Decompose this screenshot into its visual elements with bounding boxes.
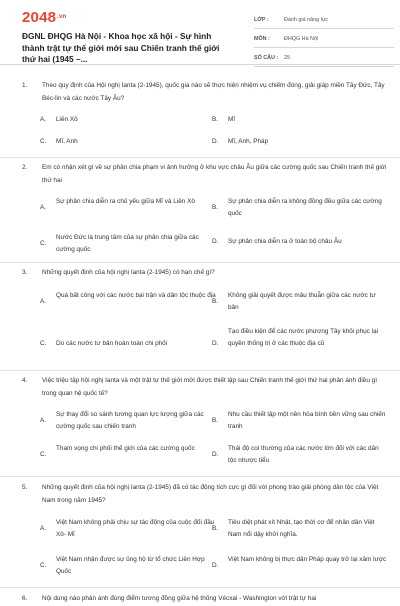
site-logo[interactable] bbox=[22, 9, 66, 26]
info-value: 25 bbox=[284, 55, 290, 61]
option-letter: B. bbox=[212, 298, 219, 305]
document-title: ĐGNL ĐHQG Hà Nội - Khoa học xã hội - Sự hình thành trật tự thế giới mới sau Chiến tranh thế giới thứ hai (1945 –... bbox=[22, 31, 220, 64]
option-letter: D. bbox=[212, 562, 219, 569]
question-divider bbox=[0, 370, 400, 371]
question-text: Em có nhận xét gì về sự phân chia phạm vi ảnh hưởng ở khu vực châu Âu giữa các cường quốc sau Chiến tranh thế giới thứ hai bbox=[42, 164, 387, 184]
question-number: 4. bbox=[22, 377, 28, 384]
option-letter: D. bbox=[212, 340, 219, 347]
option-letter: B. bbox=[212, 417, 219, 424]
option-text: Không giải quyết được mâu thuẫn giữa các nước tư bản bbox=[228, 292, 376, 311]
option-text: Việt Nam nhận được sự ủng hộ từ tổ chức Liên Hợp Quốc bbox=[56, 556, 205, 575]
info-row-class bbox=[254, 11, 394, 29]
option-letter: A. bbox=[40, 298, 47, 305]
option-letter: C. bbox=[40, 340, 47, 347]
question-number: 3. bbox=[22, 269, 28, 276]
question-number: 5. bbox=[22, 484, 28, 491]
option-text: Sự thay đổi so sánh tương quan lực lượng giữa các cường quốc sau chiến tranh bbox=[56, 411, 204, 430]
info-key: SỐ CÂU : bbox=[254, 55, 279, 61]
option-text: Nhu cầu thiết lập một nền hòa bình bền vững sau chiến tranh bbox=[228, 411, 386, 430]
page-header bbox=[0, 0, 400, 65]
info-key: MÔN : bbox=[254, 36, 270, 42]
document-info bbox=[254, 11, 394, 68]
option-text: Thái độ coi thường của các nước lớn đối với các dân tộc nhược tiểu bbox=[228, 445, 379, 464]
option-text: Tiêu diệt phát xít Nhật, tạo thời cơ để nhân dân Việt Nam nổi dậy khởi nghĩa. bbox=[228, 519, 375, 538]
option-text: Quá bất công với các nước bại trận và dân tộc thuộc địa bbox=[56, 292, 216, 299]
option-letter: C. bbox=[40, 451, 47, 458]
option-text: Sự phân chia diễn ra ở toàn bộ châu Âu bbox=[228, 238, 342, 245]
info-row-count bbox=[254, 49, 394, 67]
option-text: Việt Nam không bị thực dân Pháp quay trở lại xâm lược bbox=[228, 556, 387, 563]
option-letter: D. bbox=[212, 238, 219, 245]
option-letter: A. bbox=[40, 116, 47, 123]
option-letter: C. bbox=[40, 562, 47, 569]
question-divider bbox=[0, 587, 400, 588]
option-text: Liên Xô bbox=[56, 116, 78, 123]
option-letter: C. bbox=[40, 138, 47, 145]
option-letter: B. bbox=[212, 204, 219, 211]
option-text: Mĩ, Anh, Pháp bbox=[228, 138, 269, 145]
info-row-subject bbox=[254, 30, 394, 48]
logo-suffix: .vn bbox=[57, 14, 67, 20]
option-letter: A. bbox=[40, 525, 47, 532]
option-text: Tạo điều kiện để các nước phương Tây khôi phục lại quyền thống trị ở các thuộc địa cũ bbox=[228, 328, 379, 347]
option-text: Việt Nam không phải chịu sự tác động của cuộc đối đầu Xô- Mĩ bbox=[56, 519, 215, 538]
question-divider bbox=[0, 262, 400, 263]
option-letter: D. bbox=[212, 138, 219, 145]
info-value: ĐHQG Hà Nội bbox=[284, 36, 319, 42]
option-letter: A. bbox=[40, 417, 47, 424]
question-number: 6. bbox=[22, 595, 28, 602]
question-divider bbox=[0, 476, 400, 477]
option-letter: A. bbox=[40, 204, 47, 211]
question-text: Theo quy định của Hội nghị Ianta (2-1945), quốc gia nào sẽ thực hiện nhiệm vụ chiếm đóng, giải giáp miền Tây Đức, Tây Béc-lin và các nước Tây Âu? bbox=[42, 82, 385, 102]
option-letter: D. bbox=[212, 451, 219, 458]
option-letter: B. bbox=[212, 116, 219, 123]
option-text: Do các nước tư bản hoàn toàn chi phối bbox=[56, 340, 168, 347]
info-value: Đánh giá năng lực bbox=[284, 17, 329, 23]
question-divider bbox=[0, 157, 400, 158]
option-letter: B. bbox=[212, 525, 219, 532]
info-key: LỚP : bbox=[254, 17, 269, 23]
option-text: Tham vọng chi phối thế giới của các cường quốc bbox=[56, 445, 195, 452]
question-number: 2. bbox=[22, 164, 28, 171]
option-text: Sự phân chia diễn ra chủ yếu giữa Mĩ và Liên Xô bbox=[56, 198, 195, 205]
question-text: Những quyết định của hội nghị Ianta (2-1945) đã có tác động tích cực gì đối với phong trào giải phóng dân tộc của Việt Nam trong năm 1945? bbox=[42, 484, 379, 504]
option-letter: C. bbox=[40, 240, 47, 247]
option-text: Nước Đức là trung tâm của sự phân chia giữa các cường quốc bbox=[56, 234, 199, 253]
question-text: Những quyết định của hội nghị Ianta (2-1945) có hạn chế gì? bbox=[42, 269, 215, 276]
question-number: 1. bbox=[22, 82, 28, 89]
question-text: Nội dung nào phản ánh đúng điểm tương đồng giữa hệ thống Vécxai - Washington với trật tự hai bbox=[42, 595, 317, 602]
logo-main: 2048 bbox=[22, 9, 57, 26]
option-text: Mĩ bbox=[228, 116, 236, 123]
question-text: Việc triệu tập hội nghị Ianta và một trật tự thế giới mới được thiết lập sau Chiến tranh thế giới thứ hai phản ánh điều gì trong quan hệ quốc tế? bbox=[42, 377, 377, 397]
option-text: Sự phân chia diễn ra không đồng đều giữa các cường quốc bbox=[228, 198, 382, 217]
option-text: Mĩ, Anh bbox=[56, 138, 78, 145]
